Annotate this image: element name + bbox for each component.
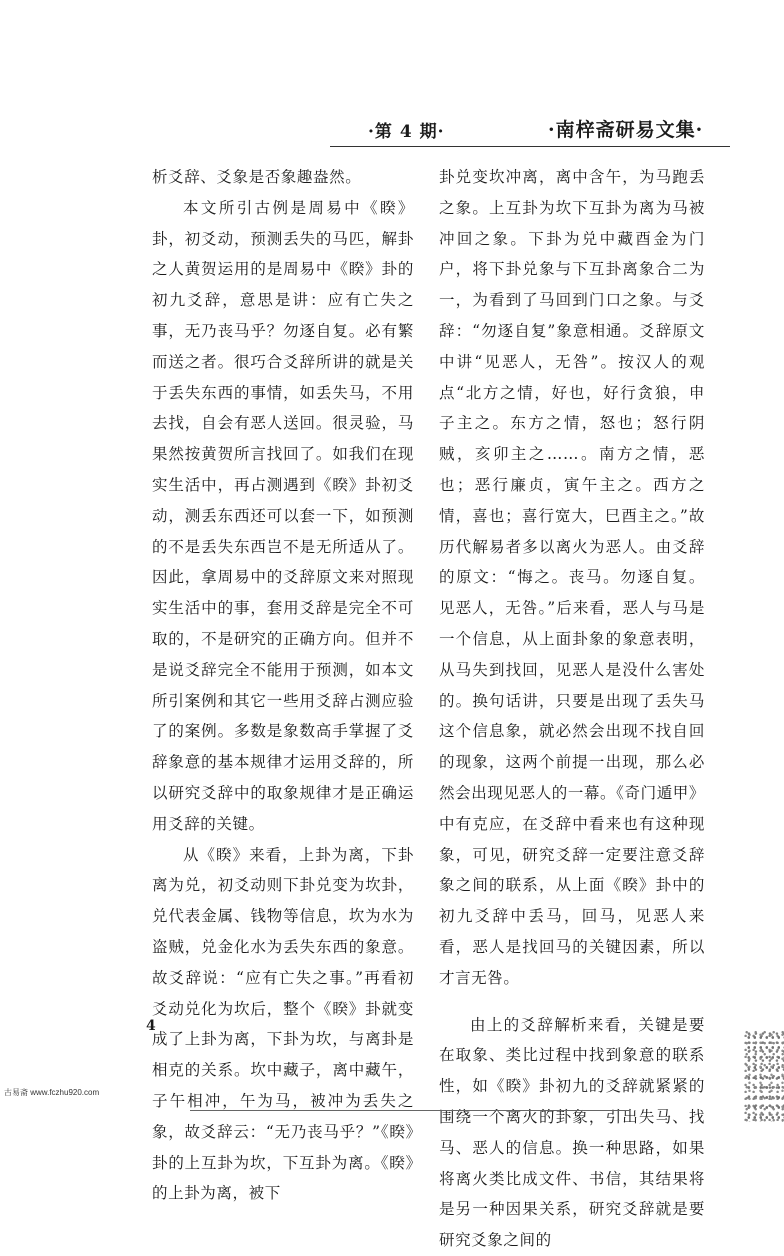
page-number: 4 [146, 1018, 156, 1034]
paragraph: 析爻辞、爻象是否象趣盎然。 [152, 168, 362, 186]
paragraph: 从《睽》来看，上卦为离，下卦离为兑，初爻动则下卦兑变为坎卦，兑代表金属、钱物等信息，坎为水为盗贼，兑金化水为丢失东西的象意。故爻辞说：“应有亡失之事。”再看初爻动兑化为坎后，整个《睽》卦就变成了上卦为离，下卦为坎，与离卦是相克的关系。坎中藏子，离中藏午，子午相冲，午为马，被冲为丢失之象，故爻辞云：“无乃丧马乎？”《睽》卦的上互卦为坎，下互卦为离。《睽》的上卦为离，被下 [152, 845, 414, 1203]
paragraph: 本文所引古例是周易中《睽》卦，初爻动，预测丢失的马匹，解卦之人黄贺运用的是周易中《睽》卦的初九爻辞，意思是讲：应有亡失之事，无乃丧马乎？勿逐自复。必有繁而送之者。很巧合爻辞所讲的就是关于丢失东西的事情，如丢失马，不用去找，自会有恶人送回。很灵验，马果然按黄贺所言找回了。如我们在现实生活中，再占测遇到《睽》卦初爻动，测丢东西还可以套一下，如预测的不是丢失东西岂不是无所适从了。因此，拿周易中的爻辞原文来对照现实生活中的事，套用爻辞是完全不可取的，不是研究的正确方向。但并不是说爻辞完全不能用于预测，如本文所引案例和其它一些用爻辞占测应验了的案例。多数是象数高手掌握了爻辞象意的基本规律才运用爻辞的，所以研究爻辞中的取象规律才是正确运用爻辞的关键。 [152, 198, 414, 833]
right-column [439, 162, 705, 1256]
paragraph: 由上的爻辞解析来看，关键是要在取象、类比过程中找到象意的联系性，如《睽》卦初九的爻辞就紧紧的围绕一个离火的卦象，引出失马、找马、恶人的信息。换一种思路，如果将离火类比成文件、书信，其结果将是另一种因果关系，研究爻辞就是要研究爻象之间的 [439, 1015, 705, 1250]
header-issue: ·第 4 期· [368, 122, 445, 142]
paragraph: 卦兑变坎冲离，离中含午，为马跑丢之象。上互卦为坎下互卦为离为马被冲回之象。下卦为兑中藏酉金为门户，将下卦兑象与下互卦离象合二为一，为看到了马回到门口之象。与爻辞：“勿逐自复”象意相通。爻辞原文中讲“见恶人，无咎”。按汉人的观点“北方之情，好也，好行贪狼，申子主之。东方之情，怒也；怒行阴贼，亥卯主之……。南方之情，恶也；恶行廉贞，寅午主之。西方之情，喜也；喜行宽大，巳酉主之。”故历代解易者多以离火为恶人。由爻辞的原文：“悔之。丧马。勿逐自复。见恶人，无咎。”后来看，恶人与马是一个信息，从上面卦象的象意表明，从马失到找回，见恶人是没什么害处的。换句话讲，只要是出现了丢失马这个信息象，就必然会出现不找自回的现象，这两个前提一出现，那么必然会出现见恶人的一幕。《奇门遁甲》中有克应，在爻辞中看来也有这种现象，可见，研究爻辞一定要注意爻辞象之间的联系，从上面《睽》卦中的初九爻辞中丢马，回马，见恶人来看，恶人是找回马的关键因素，所以才言无咎。 [439, 168, 705, 987]
scan-speckle [744, 1030, 784, 1122]
left-column [152, 162, 414, 1209]
header-rule [330, 146, 730, 147]
footer-watermark: 古易斋 www.fczhu920.com [4, 1088, 100, 1097]
header-title: ·南梓斋研易文集· [548, 119, 704, 141]
footer-rule [190, 1110, 630, 1111]
